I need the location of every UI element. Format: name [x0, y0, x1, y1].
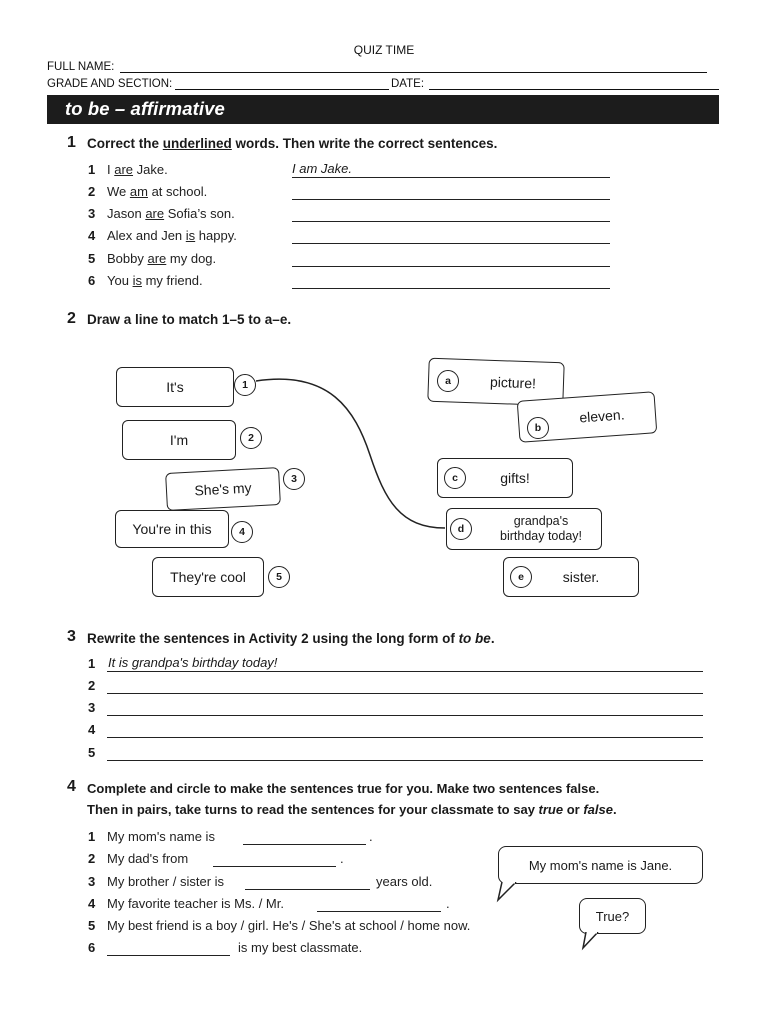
right-piece-b-knob[interactable]: b — [527, 417, 549, 439]
section-3-item-3-number: 3 — [88, 700, 96, 715]
left-piece-3-text: She's my — [194, 479, 252, 499]
section-3-item-1-number: 1 — [88, 656, 96, 671]
right-piece-e-knob[interactable]: e — [510, 566, 532, 588]
section-3-item-5-number: 5 — [88, 745, 96, 760]
right-piece-a-knob[interactable]: a — [437, 370, 459, 392]
left-piece-5 — [152, 557, 264, 597]
speech-bubble-mom-tail — [496, 882, 526, 904]
section-3-item-5-answer-line[interactable] — [107, 759, 703, 761]
section-4-number: 4 — [67, 778, 76, 795]
section-1-item-4-sentence: Alex and Jen is happy. — [107, 228, 237, 243]
section-4-item-1-blank[interactable] — [243, 843, 366, 845]
quiz-title: QUIZ TIME — [353, 43, 415, 57]
section-4-item-3-text-end: years old. — [376, 874, 433, 889]
section-3-item-3-answer-line[interactable] — [107, 714, 703, 716]
section-4-item-2-text: My dad's from — [107, 851, 189, 866]
section-4-title-line-1: Complete and circle to make the sentences true for you. Make two sentences false. — [87, 781, 600, 796]
left-piece-2 — [122, 420, 236, 460]
right-piece-b-text: eleven. — [578, 406, 626, 426]
left-piece-3-knob[interactable]: 3 — [283, 468, 305, 490]
section-1-number: 1 — [67, 134, 76, 151]
section-1-item-1-number: 1 — [88, 162, 96, 177]
section-3-item-4-number: 4 — [88, 722, 96, 737]
section-3-item-2-answer-line[interactable] — [107, 692, 703, 694]
right-piece-c-knob[interactable]: c — [444, 467, 466, 489]
section-3-title: Rewrite the sentences in Activity 2 using the long form of to be. — [87, 631, 495, 646]
left-piece-4-text: You're in this — [132, 521, 212, 537]
section-2-number: 2 — [67, 310, 76, 327]
left-piece-2-text: I'm — [169, 432, 189, 448]
full-name-label: FULL NAME: — [47, 61, 115, 73]
section-1-item-2-number: 2 — [88, 184, 96, 199]
section-4-title-line-2: Then in pairs, take turns to read the sentences for your classmate to say true or false. — [87, 802, 617, 817]
date-label: DATE: — [391, 78, 425, 90]
section-1-item-3-sentence: Jason are Sofia’s son. — [107, 206, 235, 221]
section-4-item-2-blank[interactable] — [213, 865, 336, 867]
match-line-1-d — [256, 379, 445, 528]
section-4-item-4-blank[interactable] — [317, 910, 441, 912]
section-1-item-3-number: 3 — [88, 206, 96, 221]
section-4-item-5-text: My best friend is a boy / girl. He's / She's at school / home now. — [107, 918, 471, 933]
speech-bubble-true-text: True? — [595, 908, 630, 924]
left-piece-2-knob[interactable]: 2 — [240, 427, 262, 449]
right-piece-d-text-1: grandpa's — [513, 514, 569, 528]
left-piece-5-text: They're cool — [170, 569, 246, 585]
left-piece-1-knob[interactable]: 1 — [234, 374, 256, 396]
section-1-item-2-sentence: We am at school. — [107, 184, 208, 199]
section-4-item-4-text-end: . — [446, 896, 450, 911]
grade-section-label: GRADE AND SECTION: — [47, 78, 173, 90]
section-4-item-2-text-end: . — [340, 851, 344, 866]
left-piece-4 — [115, 510, 229, 548]
section-3-item-1-answer-line[interactable] — [107, 670, 703, 672]
banner-title: to be – affirmative — [65, 98, 225, 119]
section-3-item-4-answer-line[interactable] — [107, 736, 703, 738]
section-4-item-6-number: 6 — [88, 940, 96, 955]
right-piece-d-text-2: birthday today! — [500, 529, 582, 543]
right-piece-c-text: gifts! — [500, 470, 530, 486]
right-piece-a-text: picture! — [489, 373, 537, 392]
section-4-item-6-blank[interactable] — [107, 954, 230, 956]
section-4-item-5-number: 5 — [88, 918, 96, 933]
speech-bubble-true-tail — [580, 932, 606, 952]
left-piece-3 — [165, 467, 281, 511]
section-1-item-6-sentence: You is my friend. — [107, 273, 203, 288]
section-4-item-3-number: 3 — [88, 874, 96, 889]
section-4-item-1-number: 1 — [88, 829, 96, 844]
section-3-item-2-number: 2 — [88, 678, 96, 693]
section-1-item-6-number: 6 — [88, 273, 96, 288]
section-4-item-2-number: 2 — [88, 851, 96, 866]
right-piece-d-knob[interactable]: d — [450, 518, 472, 540]
speech-bubble-mom — [498, 846, 703, 884]
section-4-item-4-number: 4 — [88, 896, 96, 911]
section-1-item-5-sentence: Bobby are my dog. — [107, 251, 217, 266]
left-piece-5-knob[interactable]: 5 — [268, 566, 290, 588]
speech-bubble-mom-text: My mom's name is Jane. — [528, 857, 673, 873]
speech-bubble-true — [579, 898, 646, 934]
section-1-title: Correct the underlined words. Then write the correct sentences. — [87, 136, 498, 151]
section-4-item-4-text: My favorite teacher is Ms. / Mr. — [107, 896, 284, 911]
section-1-item-1-answer: I am Jake. — [292, 161, 352, 176]
section-1-item-5-number: 5 — [88, 251, 96, 266]
left-piece-4-knob[interactable]: 4 — [231, 521, 253, 543]
section-4-item-3-blank[interactable] — [245, 888, 370, 890]
right-piece-e-text: sister. — [562, 569, 600, 585]
section-3-number: 3 — [67, 628, 76, 645]
section-4-item-3-text: My brother / sister is — [107, 874, 225, 889]
left-piece-1-text: It's — [166, 379, 184, 395]
left-piece-1 — [116, 367, 234, 407]
section-3-item-1-answer: It is grandpa's birthday today! — [108, 655, 278, 670]
section-2-title: Draw a line to match 1–5 to a–e. — [87, 312, 292, 327]
section-4-item-1-text-end: . — [369, 829, 373, 844]
section-1-item-1-sentence: I are Jake. — [107, 162, 168, 177]
section-1-item-4-number: 4 — [88, 228, 96, 243]
section-4-item-1-text: My mom's name is — [107, 829, 215, 844]
section-4-item-6-text-end: is my best classmate. — [238, 940, 363, 955]
